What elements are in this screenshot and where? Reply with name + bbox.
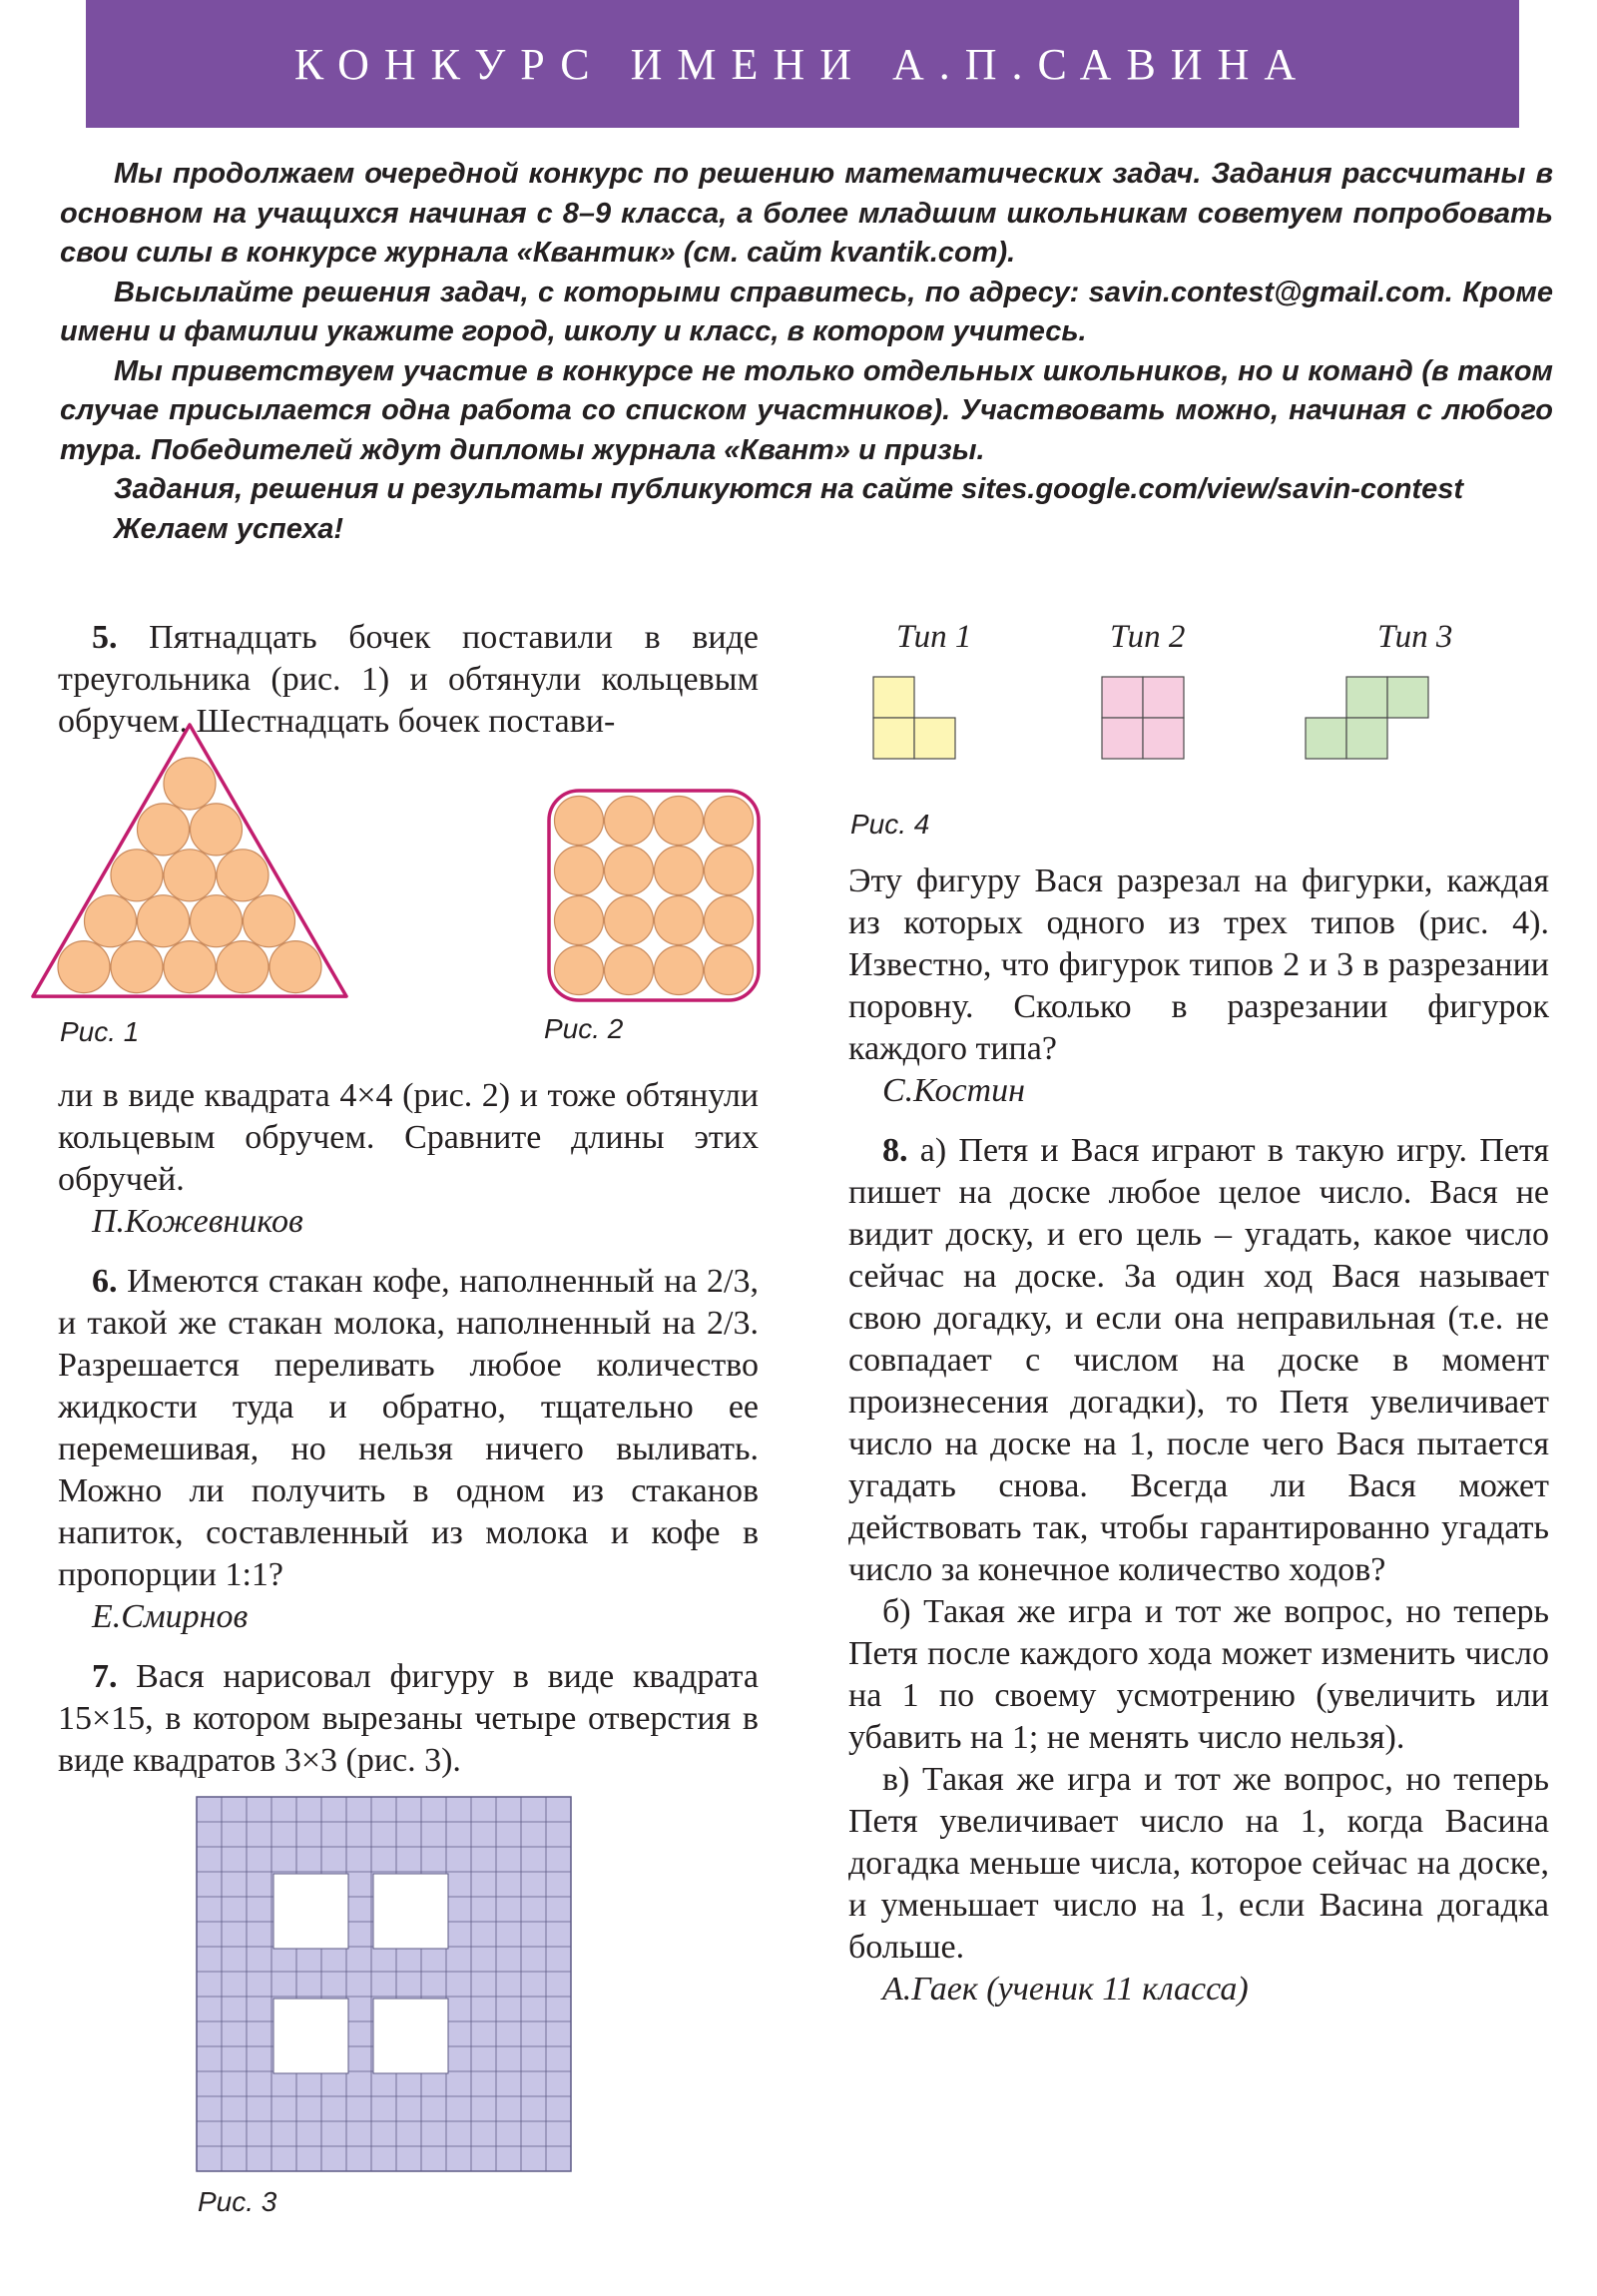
tile-cell: [1387, 677, 1428, 718]
barrel: [555, 797, 604, 846]
barrel: [58, 941, 110, 993]
tile-type-2-label: Тип 2: [1110, 619, 1186, 655]
problem-text: ли в виде квадрата 4×4 (рис. 2) и тоже обтянули кольцевым обручем. Сравните длины этих обручей.: [58, 1077, 759, 1198]
barrel: [605, 896, 654, 945]
intro-paragraph: Задания, решения и результаты публикуются на сайте sites.google.com/view/savin-contest: [114, 473, 1463, 505]
problem-author: А.Гаек (ученик 11 класса): [882, 1971, 1249, 2008]
problem-text: Имеются стакан кофе, наполненный на 2/3, и такой же стакан молока, наполненный на 2/3. Разрешается переливать любое количество жидкости туда и обратно, тщательно ее перемешивая, но нельзя ничего выливать. Можно ли получить в одном из стаканов напиток, составленный из молока и кофе в пропорции 1:1?: [58, 1263, 759, 1593]
barrel: [217, 941, 268, 993]
problem-number: 7.: [92, 1658, 118, 1695]
barrel: [164, 850, 216, 901]
page-title: КОНКУРС ИМЕНИ А.П.САВИНА: [293, 39, 1312, 89]
figure-2-square: [547, 789, 761, 1002]
tile-cell: [1306, 718, 1346, 759]
barrel: [655, 847, 704, 895]
barrel: [655, 797, 704, 846]
figure-1-triangle: [55, 754, 324, 1003]
tile-cell: [914, 718, 955, 759]
barrel: [705, 896, 754, 945]
problem-number: 8.: [882, 1132, 908, 1169]
tile-type-3-label: Тип 3: [1377, 619, 1453, 655]
figure-2-caption: Рис. 2: [544, 1013, 624, 1044]
grid-hole: [373, 1874, 448, 1949]
intro-paragraph: Желаем успеха!: [114, 512, 344, 545]
barrel: [85, 895, 137, 947]
barrel: [555, 847, 604, 895]
problem-author: С.Костин: [882, 1072, 1025, 1109]
figure-4-tiles: [873, 671, 1552, 801]
grid-hole: [273, 1874, 348, 1949]
grid-hole: [373, 1999, 448, 2073]
barrel: [164, 758, 216, 810]
barrel: [191, 804, 243, 856]
barrel: [655, 896, 704, 945]
tile-cell: [1346, 718, 1387, 759]
problem-5-part-b: [58, 1075, 759, 1782]
intro-block: [60, 155, 1553, 549]
barrel: [605, 847, 654, 895]
problem-7-part-b: [848, 861, 1549, 2010]
figure-3-grid: [197, 1797, 571, 2171]
problem-text: б) Такая же игра и тот же вопрос, но теперь Петя после каждого хода может изменить число на 1 по своему усмотрению (увеличить или убавить на 1; не менять число нельзя).: [848, 1593, 1549, 1756]
tile-cell: [1102, 677, 1143, 718]
figure-1-caption: Рис. 1: [60, 1016, 140, 1047]
barrel: [555, 896, 604, 945]
problem-text: в) Такая же игра и тот же вопрос, но теперь Петя увеличивает число на 1, когда Васина догадка меньше числа, которое сейчас на доске, и уменьшает число на 1, если Васина догадка больше.: [848, 1761, 1549, 1966]
barrel: [705, 946, 754, 995]
problem-text: Вася нарисовал фигуру в виде квадрата 15×15, в котором вырезаны четыре отверстия в виде квадратов 3×3 (рис. 3).: [58, 1658, 760, 1779]
intro-paragraph: Мы приветствуем участие в конкурсе не только отдельных школьников, но и команд (в таком случае присылается одна работа со списком участников). Участвовать можно, начиная с любого тура. Победителей ждут дипломы журнала «Квант» и призы.: [60, 354, 1553, 466]
tile-cell: [1102, 718, 1143, 759]
barrel: [111, 941, 163, 993]
problem-number: 6.: [92, 1263, 118, 1300]
barrel: [555, 946, 604, 995]
barrel: [138, 895, 190, 947]
barrel: [705, 797, 754, 846]
problem-author: П.Кожевников: [92, 1203, 303, 1240]
problem-text: а) Петя и Вася играют в такую игру. Петя пишет на доске любое целое число. Вася не видит доску, и его цель – угадать, какое число сейчас на доске. За один ход Вася называет свою догадку, и если она неправильная (т.е. не совпадает с числом на доске в момент произнесения догадки), то Петя увеличивает число на доске на 1, после чего Вася пытается угадать снова. Всегда ли Вася может действовать так, чтобы гарантированно угадать число за конечное количество ходов?: [848, 1132, 1550, 1588]
header-banner: [86, 0, 1519, 128]
problem-number: 5.: [92, 619, 118, 656]
barrel: [111, 850, 163, 901]
tile-cell: [873, 677, 914, 718]
problem-text: Эту фигуру Вася разрезал на фигурки, каждая из которых одного из трех типов (рис. 4). Известно, что фигурок типов 2 и 3 в разрезании поровну. Сколько в разрезании фигурок каждого типа?: [848, 862, 1549, 1067]
tile-type-2: [1102, 677, 1184, 759]
grid-background: [197, 1797, 571, 2171]
barrel: [605, 946, 654, 995]
tile-type-1: [873, 677, 955, 759]
figure-3-caption: Рис. 3: [198, 2186, 277, 2217]
barrel: [244, 895, 295, 947]
barrel: [655, 946, 704, 995]
barrel: [138, 804, 190, 856]
problem-5-part-a: [58, 617, 759, 743]
barrel: [164, 941, 216, 993]
intro-paragraph: Высылайте решения задач, с которыми справитесь, по адресу: savin.contest@gmail.com. Кроме имени и фамилии укажите город, школу и класс, в котором учитесь.: [60, 276, 1553, 347]
grid-hole: [273, 1999, 348, 2073]
problem-author: Е.Смирнов: [92, 1598, 249, 1635]
barrel: [269, 941, 321, 993]
barrel: [217, 850, 268, 901]
tile-type-1-label: Тип 1: [896, 619, 972, 655]
tile-cell: [1143, 677, 1184, 718]
barrel: [705, 847, 754, 895]
intro-paragraph: Мы продолжаем очередной конкурс по решению математических задач. Задания рассчитаны в основном на учащихся начиная с 8–9 класса, а более младшим школьникам советуем попробовать свои силы в конкурсе журнала «Квантик» (см. сайт kvantik.com).: [60, 158, 1553, 269]
tile-cell: [1346, 677, 1387, 718]
problem-text: Пятнадцать бочек поставили в виде треугольника (рис. 1) и обтянули кольцевым обручем. Шестнадцать бочек постави-: [58, 619, 759, 740]
tile-cell: [873, 718, 914, 759]
barrel: [605, 797, 654, 846]
figure-4-caption: Рис. 4: [850, 809, 930, 840]
tile-type-3: [1306, 677, 1428, 759]
barrel: [191, 895, 243, 947]
tile-cell: [1143, 718, 1184, 759]
